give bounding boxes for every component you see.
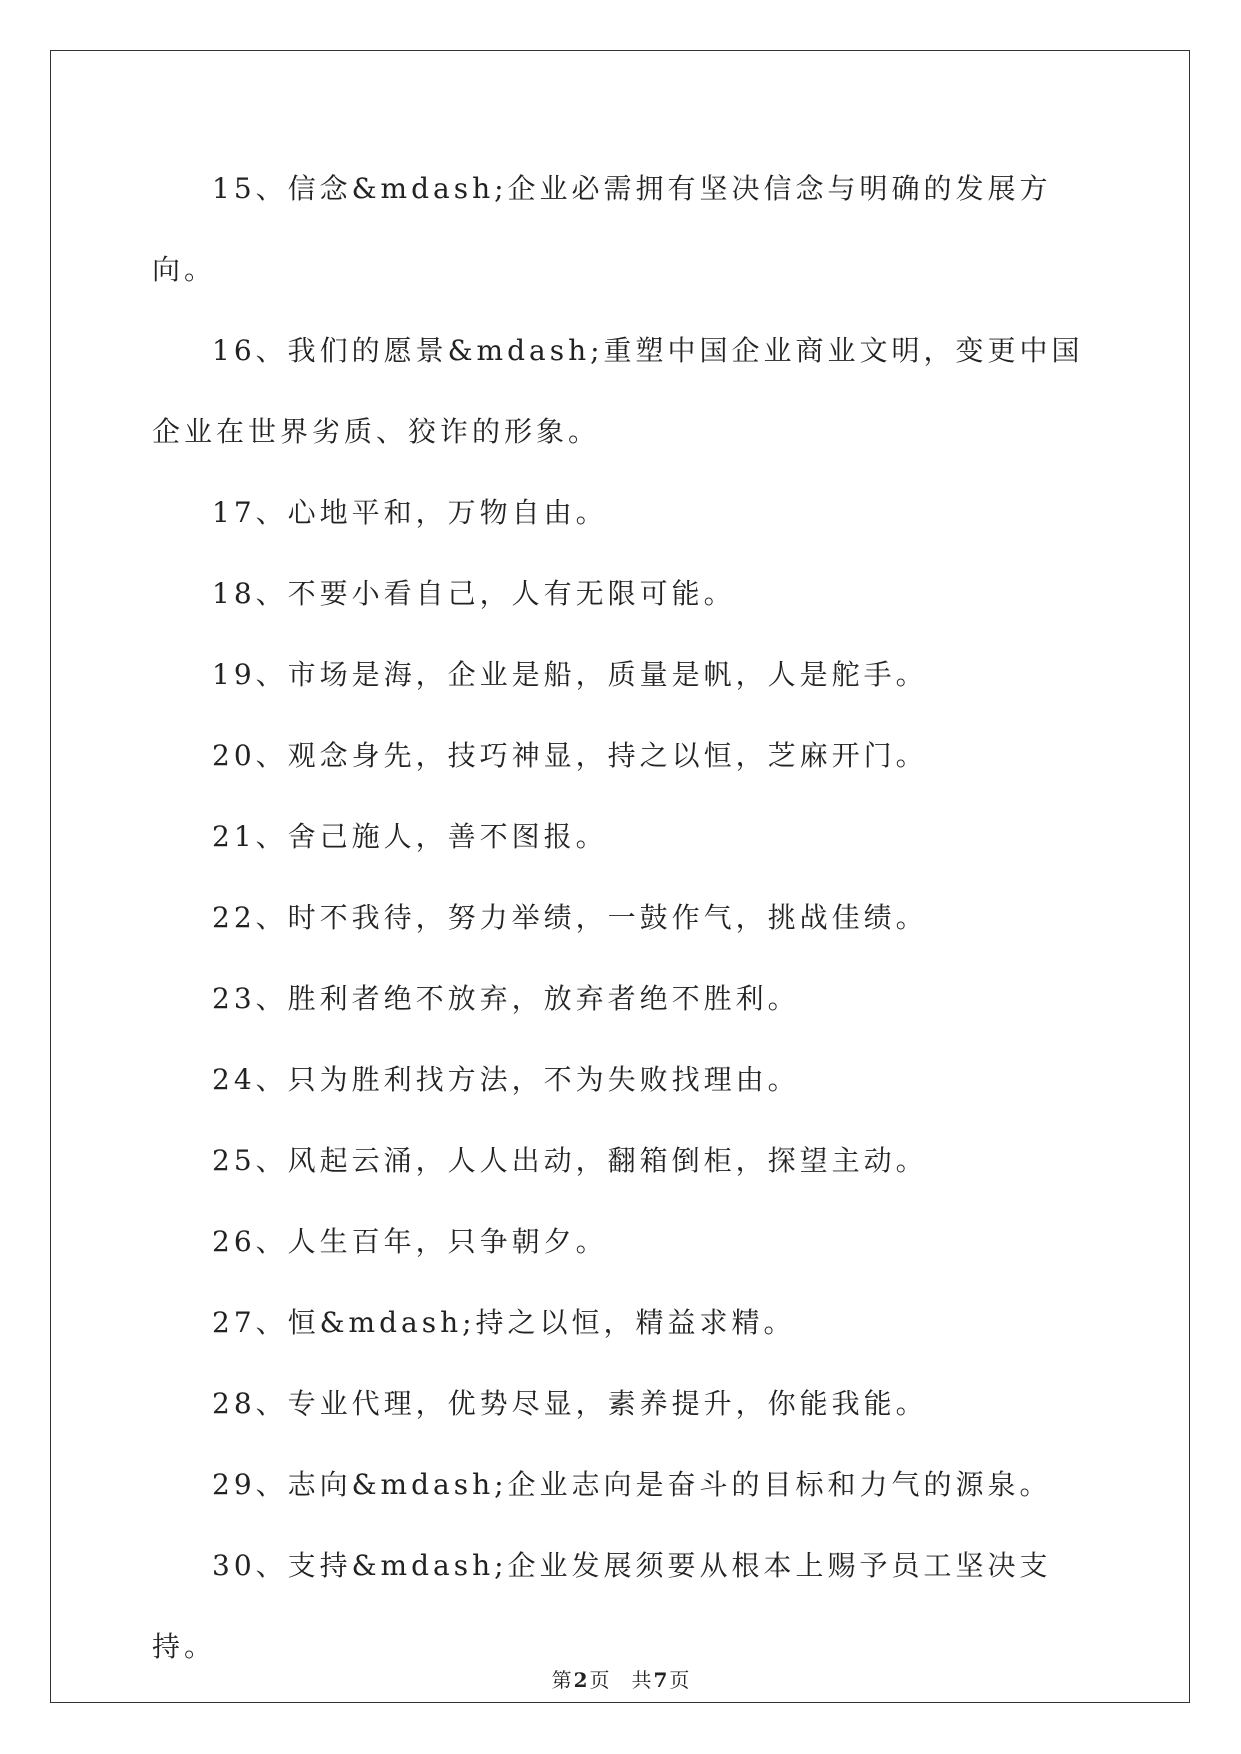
paragraph-28: 28、专业代理，优势尽显，素养提升，你能我能。 (212, 1387, 928, 1420)
page-total: 7 (653, 1668, 668, 1692)
paragraph-23: 23、胜利者绝不放弃，放弃者绝不胜利。 (212, 982, 800, 1015)
document-body (152, 148, 1102, 1687)
paragraph-26: 26、人生百年，只争朝夕。 (212, 1225, 608, 1258)
page-footer (0, 1664, 1241, 1693)
page-unit: 页 (589, 1668, 610, 1692)
page-current: 2 (573, 1668, 588, 1692)
paragraph-15: 15、信念&mdash;企业必需拥有坚决信念与明确的发展方向。 (152, 172, 1052, 286)
paragraph-29: 29、志向&mdash;企业志向是奋斗的目标和力气的源泉。 (212, 1468, 1052, 1501)
paragraph-20: 20、观念身先，技巧神显，持之以恒，芝麻开门。 (212, 739, 928, 772)
page-prefix: 第 (551, 1668, 572, 1692)
paragraph-25: 25、风起云涌，人人出动，翻箱倒柜，探望主动。 (212, 1144, 928, 1177)
paragraph-16: 16、我们的愿景&mdash;重塑中国企业商业文明，变更中国企业在世界劣质、狡诈的形象。 (152, 334, 1084, 448)
paragraph-27: 27、恒&mdash;持之以恒，精益求精。 (212, 1306, 796, 1339)
paragraph-18: 18、不要小看自己，人有无限可能。 (212, 577, 736, 610)
paragraph-17: 17、心地平和，万物自由。 (212, 496, 608, 529)
total-prefix: 共 (631, 1668, 652, 1692)
total-unit: 页 (669, 1668, 690, 1692)
paragraph-30: 30、支持&mdash;企业发展须要从根本上赐予员工坚决支持。 (152, 1549, 1052, 1663)
paragraph-19: 19、市场是海，企业是船，质量是帆，人是舵手。 (212, 658, 928, 691)
paragraph-21: 21、舍己施人，善不图报。 (212, 820, 608, 853)
paragraph-22: 22、时不我待，努力举绩，一鼓作气，挑战佳绩。 (212, 901, 928, 934)
paragraph-24: 24、只为胜利找方法，不为失败找理由。 (212, 1063, 800, 1096)
